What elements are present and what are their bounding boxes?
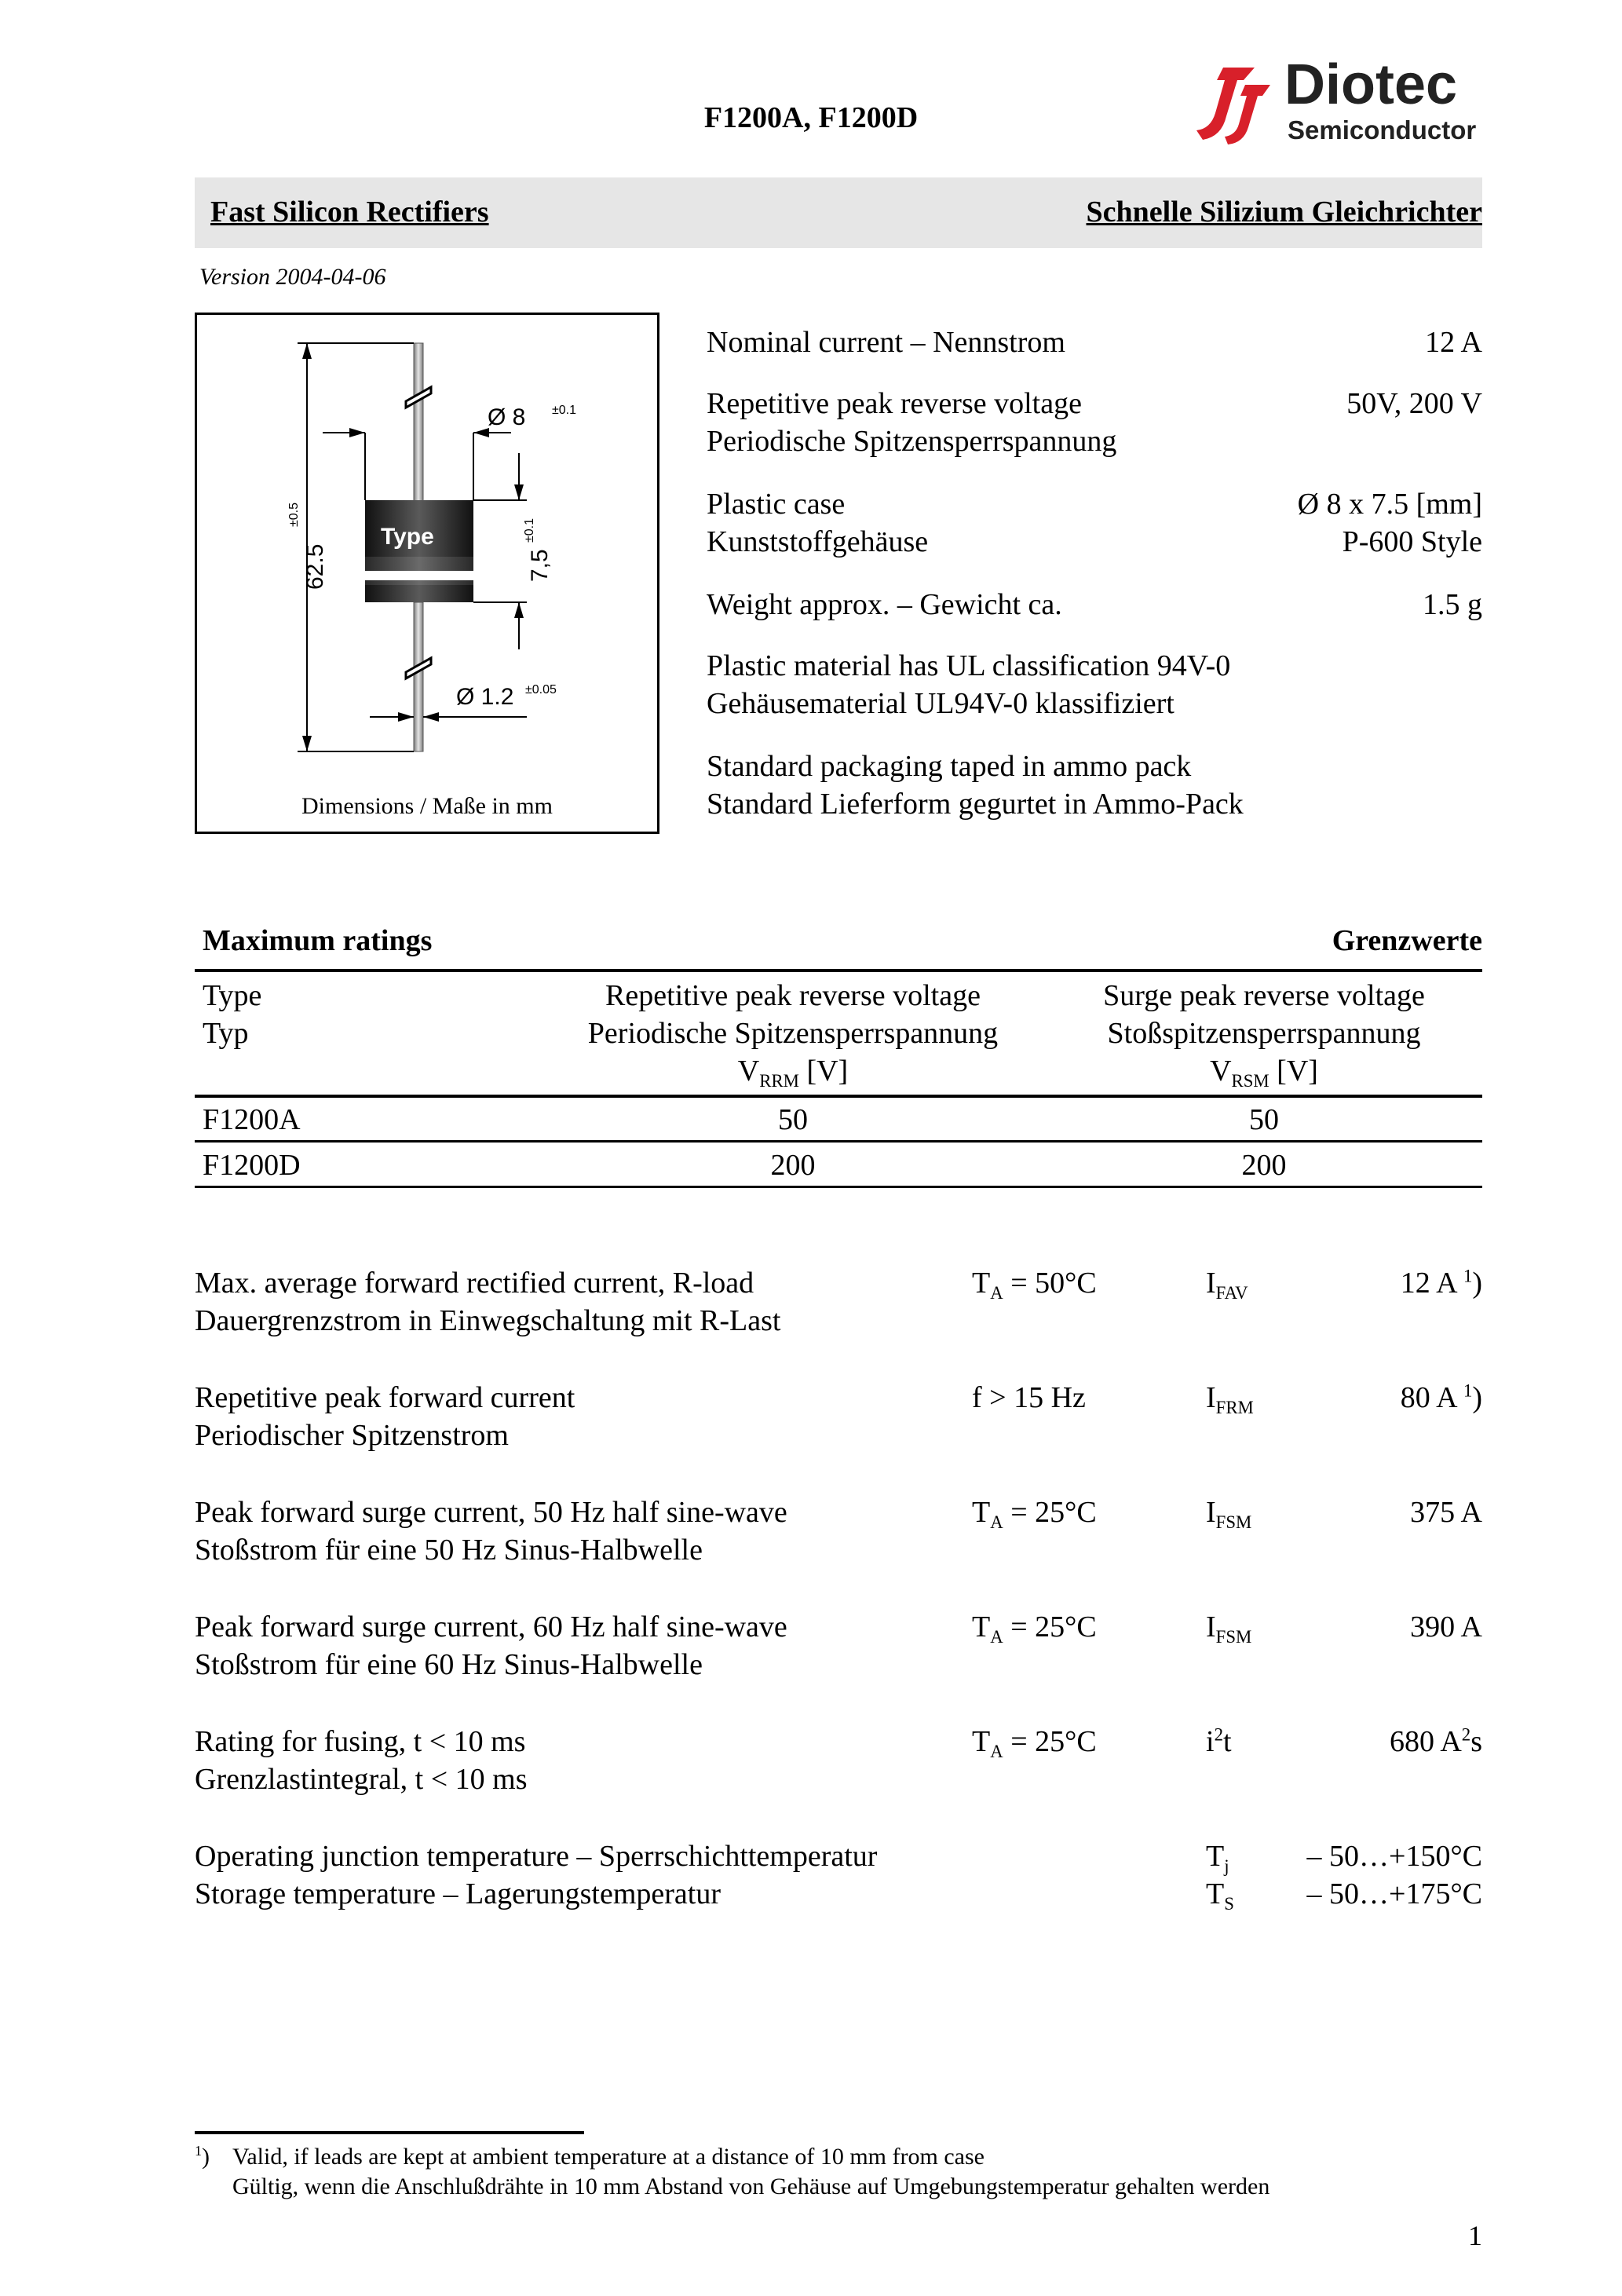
banner-title-en: Fast Silicon Rectifiers <box>210 196 489 229</box>
spec-packaging-label-de: Standard Lieferform gegurtet in Ammo-Pack <box>707 788 1244 821</box>
table-row-vrrm: 200 <box>770 1149 816 1182</box>
param-ifsm60-value: 390 A <box>1410 1610 1482 1643</box>
param-ifsm60-label: Peak forward surge current, 60 Hz half sine-wave <box>195 1610 787 1643</box>
logo-subtitle: Semiconductor <box>1288 115 1477 144</box>
param-ifsm50-label-de: Stoßstrom für eine 50 Hz Sinus-Halbwelle <box>195 1534 703 1567</box>
table-rule-header <box>195 1095 1482 1098</box>
param-i2t-label-de: Grenzlastintegral, t < 10 ms <box>195 1763 528 1796</box>
param-i2t-value: 680 $A^2s$ <box>1389 1724 1482 1758</box>
param-ts-symbol: $T_S$ <box>1206 1877 1234 1914</box>
param-ifsm50-label: Peak forward surge current, 50 Hz half sine-wave <box>195 1496 787 1529</box>
param-ifsm60-condition: $T_A = 25^\circ C$ <box>972 1610 1097 1647</box>
table-row-type: F1200A <box>203 1103 301 1136</box>
param-ifsm50-value: 375 A <box>1410 1496 1482 1529</box>
footnote-rule <box>195 2131 584 2134</box>
spec-case-value: Ø 8 x 7.5 [mm] <box>1297 488 1482 521</box>
param-ifsm60-label-de: Stoßstrom für eine 60 Hz Sinus-Halbwelle <box>195 1648 703 1681</box>
table-rule-bottom <box>195 1186 1482 1188</box>
param-ifav-label: Max. average forward rectified current, R-load <box>195 1267 754 1300</box>
param-ifsm50-condition: $T_A = 25^\circ C$ <box>972 1496 1097 1532</box>
table-rule-top <box>195 969 1482 972</box>
figure-caption: Dimensions / Maße in mm <box>301 793 553 819</box>
spec-weight-label: Weight approx. – Gewicht ca. <box>707 588 1062 621</box>
spec-weight-value: 1.5 g <box>1423 588 1482 621</box>
param-tj-label: Operating junction temperature – Sperrschichttemperatur <box>195 1840 878 1873</box>
param-i2t-condition: $T_A = 25^\circ C$ <box>972 1725 1097 1761</box>
body-length-dim-tol: ±0.1 <box>523 517 536 543</box>
footnote-mark: $^1$) <box>195 2143 210 2170</box>
col-vrsm-symbol: $V_{RSM}$ [V] <box>1210 1055 1318 1091</box>
cathode-band <box>365 585 473 602</box>
logo-wordmark: Diotec <box>1284 53 1458 116</box>
param-ifrm-label-de: Periodischer Spitzenstrom <box>195 1419 509 1452</box>
max-ratings-title: Maximum ratings <box>203 924 433 957</box>
spec-packaging-label: Standard packaging taped in ammo pack <box>707 750 1192 783</box>
table-row-vrsm: 50 <box>1249 1103 1279 1136</box>
param-ifav-symbol: $I_{FAV}$ <box>1206 1267 1248 1303</box>
max-ratings-title-de: Grenzwerte <box>1332 924 1482 957</box>
spec-case-label: Plastic case <box>707 488 846 521</box>
param-ifrm-label: Repetitive peak forward current <box>195 1381 575 1414</box>
param-ifav-value: 12 A $^1$) <box>1400 1266 1482 1300</box>
param-ts-value: – 50…+175°C <box>1306 1877 1482 1910</box>
spec-ul-label-de: Gehäusematerial UL94V-0 klassifiziert <box>707 687 1174 720</box>
param-i2t-symbol: $i^2t$ <box>1206 1724 1232 1758</box>
col-vrrm-header: Repetitive peak reverse voltage <box>605 979 981 1012</box>
body-length-dim-label: 7,5 <box>527 549 553 582</box>
param-ifav-label-de: Dauergrenzstrom in Einwegschaltung mit R-Last <box>195 1304 781 1337</box>
diode-dimension-drawing <box>197 315 657 786</box>
param-i2t-label: Rating for fusing, t < 10 ms <box>195 1725 526 1758</box>
param-ifrm-symbol: $I_{FRM}$ <box>1206 1381 1254 1417</box>
lead-dim-label: Ø 1.2 <box>456 684 514 710</box>
table-row-type: F1200D <box>203 1149 301 1182</box>
lead-dim-tol: ±0.05 <box>525 683 557 696</box>
param-ifsm50-symbol: $I_{FSM}$ <box>1206 1496 1252 1532</box>
version-label: Version 2004-04-06 <box>199 264 386 290</box>
footnote-text-en: Valid, if leads are kept at ambient temperature at a distance of 10 mm from case <box>232 2144 985 2170</box>
spec-nominal-current-value: 12 A <box>1425 326 1482 359</box>
length-dim-tol: ±0.5 <box>287 502 301 527</box>
lower-lead <box>414 602 423 751</box>
param-tj-symbol: $T_j$ <box>1206 1840 1229 1876</box>
body-length-dimension <box>473 453 527 649</box>
col-type-header-de: Typ <box>203 1017 249 1050</box>
table-row-vrsm: 200 <box>1241 1149 1287 1182</box>
param-ts-label: Storage temperature – Lagerungstemperatur <box>195 1877 721 1910</box>
diameter-dim-label: Ø 8 <box>488 404 526 430</box>
param-tj-value: – 50…+150°C <box>1306 1840 1482 1873</box>
spec-case-label-de: Kunststoffgehäuse <box>707 525 929 558</box>
param-ifav-condition: $T_A = 50^\circ C$ <box>972 1267 1097 1303</box>
table-rule-row <box>195 1140 1482 1143</box>
table-row-vrrm: 50 <box>778 1103 808 1136</box>
param-ifsm60-symbol: $I_{FSM}$ <box>1206 1610 1252 1647</box>
col-vrrm-header-de: Periodische Spitzensperrspannung <box>587 1017 999 1050</box>
page-number: 1 <box>1468 2220 1482 2251</box>
col-vrrm-symbol: $V_{RRM}$ [V] <box>737 1055 849 1091</box>
footnote-text-de: Gültig, wenn die Anschlußdrähte in 10 mm Abstand von Gehäuse auf Umgebungstemperatur gehalten werden <box>232 2174 1270 2199</box>
banner-title-de: Schnelle Silizium Gleichrichter <box>1086 196 1482 229</box>
param-ifrm-value: 80 A $^1$) <box>1400 1380 1482 1414</box>
spec-nominal-current-label: Nominal current – Nennstrom <box>707 326 1065 359</box>
spec-ul-label: Plastic material has UL classification 94V-0 <box>707 649 1231 682</box>
length-dim-label: 62.5 <box>302 543 328 590</box>
spec-case-style: P-600 Style <box>1342 525 1482 558</box>
body-type-label: Type <box>381 524 434 550</box>
col-vrsm-header-de: Stoßspitzensperrspannung <box>1107 1017 1421 1050</box>
col-type-header: Type <box>203 979 262 1012</box>
diameter-dim-tol: ±0.1 <box>552 404 577 417</box>
spec-reverse-voltage-label: Repetitive peak reverse voltage <box>707 387 1082 420</box>
document-title: F1200A, F1200D <box>703 101 919 134</box>
param-ifrm-condition: f > 15 Hz <box>972 1381 1086 1414</box>
spec-reverse-voltage-value: 50V, 200 V <box>1346 387 1482 420</box>
upper-lead <box>414 343 423 505</box>
spec-reverse-voltage-label-de: Periodische Spitzensperrspannung <box>707 425 1117 458</box>
col-vrsm-header: Surge peak reverse voltage <box>1103 979 1425 1012</box>
